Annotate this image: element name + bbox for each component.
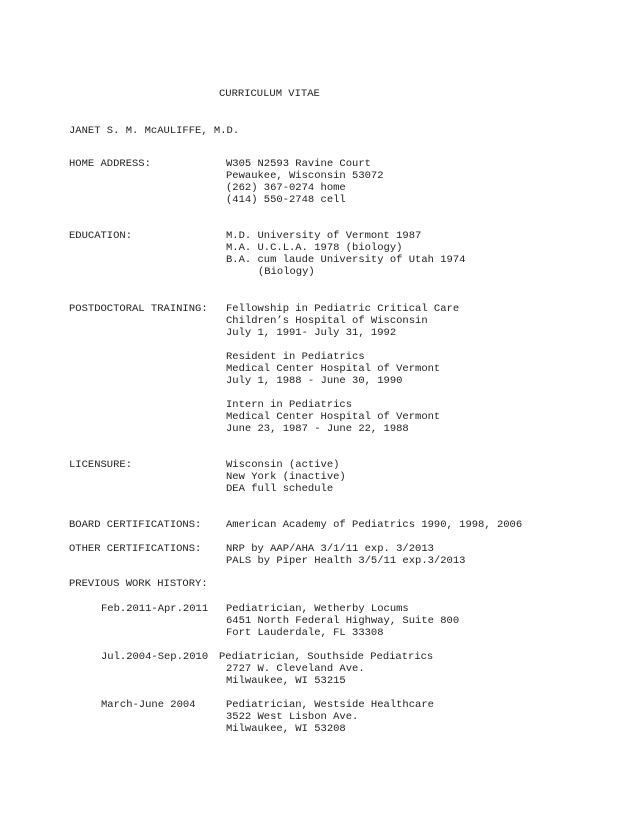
candidate-name: JANET S. M. McAULIFFE, M.D. [69,125,240,137]
work-line: Milwaukee, WI 53215 [226,675,346,687]
other-certifications-label: OTHER CERTIFICATIONS: [69,543,202,555]
training-line: Children’s Hospital of Wisconsin [226,315,428,327]
home-address-label: HOME ADDRESS: [69,158,151,170]
document-title: CURRICULUM VITAE [219,88,320,100]
licensure-item: New York (inactive) [226,471,346,483]
training-line: Medical Center Hospital of Vermont [226,363,441,375]
address-phone-home: (262) 367-0274 home [226,182,346,194]
training-line: Fellowship in Pediatric Critical Care [226,303,460,315]
education-item: B.A. cum laude University of Utah 1974 [226,254,466,266]
work-line: 2727 W. Cleveland Ave. [226,663,365,675]
address-line: W305 N2593 Ravine Court [226,158,371,170]
work-line: Pediatrician, Westside Healthcare [226,699,434,711]
work-line: Milwaukee, WI 53208 [226,723,346,735]
training-line: June 23, 1987 - June 22, 1988 [226,423,409,435]
work-line: Fort Lauderdale, FL 33308 [226,627,384,639]
work-line: 3522 West Lisbon Ave. [226,711,359,723]
postdoctoral-label: POSTDOCTORAL TRAINING: [69,303,208,315]
certification-item: NRP by AAP/AHA 3/1/11 exp. 3/2013 [226,543,434,555]
training-line: Medical Center Hospital of Vermont [226,411,441,423]
licensure-item: DEA full schedule [226,483,334,495]
education-item: M.D. University of Vermont 1987 [226,230,422,242]
board-certifications-value: American Academy of Pediatrics 1990, 1998, 2006 [226,519,523,531]
work-line: Pediatrician, Wetherby Locums [226,603,409,615]
work-line: Pediatrician, Southside Pediatrics [219,651,434,663]
work-line: 6451 North Federal Highway, Suite 800 [226,615,460,627]
education-label: EDUCATION: [69,230,133,242]
certification-item: PALS by Piper Health 3/5/11 exp.3/2013 [226,555,466,567]
training-line: July 1, 1988 - June 30, 1990 [226,375,403,387]
training-line: Resident in Pediatrics [226,351,365,363]
work-dates: Feb.2011-Apr.2011 [101,603,209,615]
address-phone-cell: (414) 550-2748 cell [226,194,346,206]
licensure-label: LICENSURE: [69,459,133,471]
training-line: July 1, 1991- July 31, 1992 [226,327,397,339]
work-history-label: PREVIOUS WORK HISTORY: [69,578,208,590]
board-certifications-label: BOARD CERTIFICATIONS: [69,519,202,531]
education-item-continuation: (Biology) [258,266,315,278]
work-dates: March-June 2004 [101,699,196,711]
address-line: Pewaukee, Wisconsin 53072 [226,170,384,182]
work-dates: Jul.2004-Sep.2010 [101,651,209,663]
education-item: M.A. U.C.L.A. 1978 (biology) [226,242,403,254]
training-line: Intern in Pediatrics [226,399,353,411]
licensure-item: Wisconsin (active) [226,459,340,471]
